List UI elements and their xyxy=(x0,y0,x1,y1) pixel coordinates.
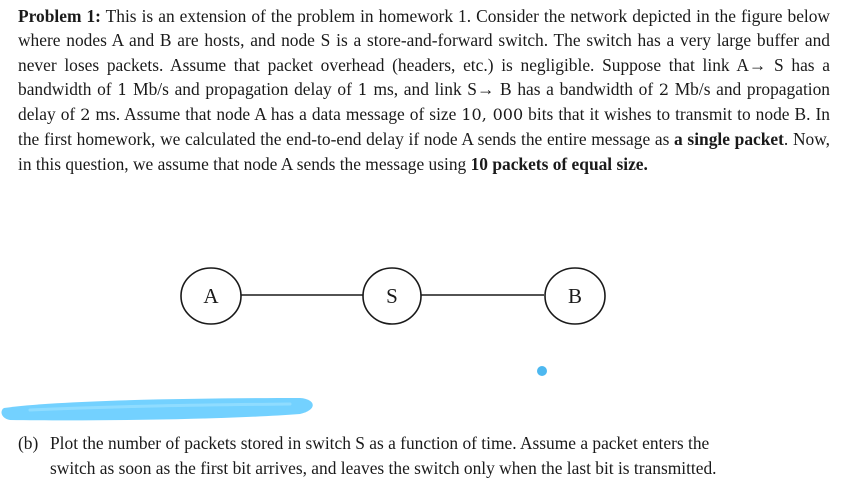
node-b xyxy=(545,268,605,324)
node-s xyxy=(363,268,421,324)
part-b-line-1: Plot the number of packets stored in switch S as a function of time. Assume a packet enters the xyxy=(50,433,710,453)
part-b-line-2: switch as soon as the first bit arrives, and leaves the switch only when the last bit is transmitted. xyxy=(50,458,717,478)
single-packet-emphasis: a single packet xyxy=(674,129,784,150)
annotation-dot xyxy=(537,366,547,376)
problem-text-7: . Now, in this question, we assume that node A sends the message using xyxy=(18,129,830,174)
problem-text-5: ms. Assume that node A has a data message of size xyxy=(90,104,462,125)
ten-packets-emphasis: 10 packets of equal size. xyxy=(470,153,648,174)
bandwidth-s-b: 2 xyxy=(658,79,670,99)
delay-s-b: 2 xyxy=(80,105,91,125)
delay-a-s: 1 xyxy=(357,79,368,99)
node-b-label: B xyxy=(567,284,583,308)
node-a-label: A xyxy=(203,284,219,308)
problem-text-6: bits that it wishes to transmit to node B. In the first homework, we calculated the end-to-end delay if node A sends the entire message as xyxy=(18,104,830,150)
node-a xyxy=(181,268,241,324)
node-s-label: S xyxy=(386,284,398,308)
part-b-tag: (b) xyxy=(18,433,39,453)
problem-text-2: Mb/s and propagation delay of xyxy=(127,78,358,99)
bandwidth-a-s: 1 xyxy=(117,79,128,99)
problem-heading: Problem 1: xyxy=(18,6,101,26)
problem-text-3: ms, and link S→ B has a bandwidth of xyxy=(367,78,659,99)
message-size: 10, 000 xyxy=(461,105,524,125)
part-b-question xyxy=(18,431,818,481)
problem-text-1: This is an extension of the problem in homework 1. Consider the network depicted in the figure below where nodes A and B are hosts, and node S is a store-and-forward switch. The switch has a very large buffer and never loses packets. Assume that packet overhead (headers, etc.) is negligible. Suppose that link A→ S has a bandwidth of xyxy=(18,6,830,99)
problem-text-4: Mb/s and propagation delay of xyxy=(18,78,830,125)
